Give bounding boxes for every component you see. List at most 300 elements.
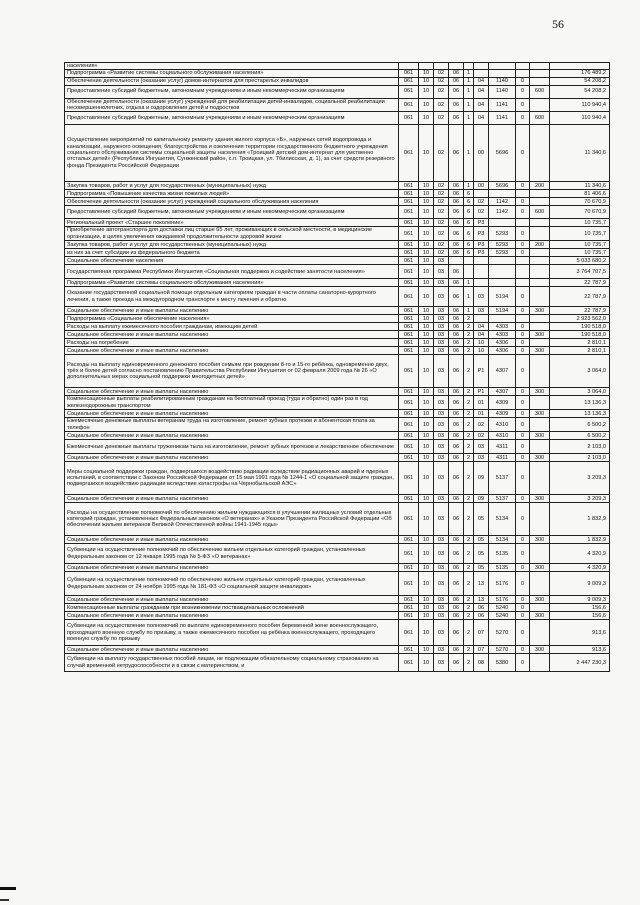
row-amount: 70 670,9	[550, 206, 610, 219]
section-code: 10	[419, 388, 434, 396]
section-code: 10	[419, 265, 434, 279]
ved-code: 061	[399, 564, 419, 572]
table-row	[65, 440, 610, 454]
row-name: Компенсационные выплаты реабилитированным гражданам на бесплатный проезд (туда и обратно) один раз в год железнодорожным транспортом	[65, 396, 399, 410]
subprogram-code: 1	[464, 279, 474, 287]
row-name: Расходы на погребение	[65, 339, 399, 347]
expense-type-code: 300	[530, 596, 550, 604]
subprogram-code: 2	[464, 432, 474, 440]
digit-code: 0	[516, 98, 530, 112]
event-code	[474, 265, 489, 279]
ved-code: 061	[399, 440, 419, 454]
event-code: 13	[474, 596, 489, 604]
subsection-code: 02	[434, 198, 449, 206]
ved-code: 061	[399, 307, 419, 315]
digit-code: 0	[516, 612, 530, 620]
direction-code: 5135	[489, 544, 516, 564]
section-code: 10	[419, 462, 434, 495]
section-code: 10	[419, 410, 434, 418]
digit-code: 0	[516, 654, 530, 672]
section-code: 10	[419, 85, 434, 98]
digit-code: 0	[516, 227, 530, 241]
row-amount: 3 209,3	[550, 462, 610, 495]
subprogram-code: 1	[464, 307, 474, 315]
digit-code: 0	[516, 604, 530, 612]
program-code: 06	[449, 388, 464, 396]
row-name: Социальное обеспечение и иные выплаты населению	[65, 307, 399, 315]
expense-type-code: 300	[530, 410, 550, 418]
row-amount: 2 810,1	[550, 339, 610, 347]
digit-code: 0	[516, 339, 530, 347]
subprogram-code: 2	[464, 596, 474, 604]
ved-code: 061	[399, 503, 419, 536]
subprogram-code: 6	[464, 227, 474, 241]
event-code: 03	[474, 440, 489, 454]
digit-code: 0	[516, 206, 530, 219]
digit-code: 0	[516, 596, 530, 604]
ved-code: 061	[399, 604, 419, 612]
program-code: 06	[449, 125, 464, 182]
expense-type-code	[530, 279, 550, 287]
subprogram-code	[464, 63, 474, 70]
subsection-code: 03	[434, 307, 449, 315]
ved-code: 061	[399, 182, 419, 190]
subprogram-code: 1	[464, 287, 474, 307]
digit-code: 0	[516, 454, 530, 462]
row-name: Социальное обеспечение и иные выплаты населению	[65, 432, 399, 440]
event-code: 06	[474, 604, 489, 612]
direction-code	[489, 265, 516, 279]
row-amount: 913,6	[550, 646, 610, 654]
section-code: 10	[419, 241, 434, 249]
section-code: 10	[419, 440, 434, 454]
section-code: 10	[419, 418, 434, 432]
subprogram-code: 6	[464, 249, 474, 257]
program-code: 06	[449, 564, 464, 572]
expense-type-code: 300	[530, 536, 550, 544]
direction-code	[489, 279, 516, 287]
subprogram-code: 2	[464, 604, 474, 612]
event-code: P3	[474, 241, 489, 249]
digit-code: 0	[516, 112, 530, 125]
digit-code: 0	[516, 85, 530, 98]
section-code	[419, 63, 434, 70]
row-name: из них за счет субсидии из федерального бюджета	[65, 249, 399, 257]
expense-type-code	[530, 604, 550, 612]
digit-code	[516, 279, 530, 287]
subprogram-code: 2	[464, 396, 474, 410]
row-amount: 4 320,9	[550, 544, 610, 564]
table-row	[65, 462, 610, 495]
program-code: 06	[449, 265, 464, 279]
subsection-code: 03	[434, 612, 449, 620]
subsection-code: 03	[434, 604, 449, 612]
direction-code: 4307	[489, 388, 516, 396]
event-code: 01	[474, 396, 489, 410]
direction-code: 4303	[489, 331, 516, 339]
subsection-code: 03	[434, 347, 449, 355]
event-code: 02	[474, 206, 489, 219]
ved-code: 061	[399, 388, 419, 396]
ved-code: 061	[399, 323, 419, 331]
subsection-code: 03	[434, 564, 449, 572]
subsection-code: 03	[434, 287, 449, 307]
row-amount: 54 208,2	[550, 85, 610, 98]
table-row	[65, 227, 610, 241]
subprogram-code: 2	[464, 654, 474, 672]
ved-code: 061	[399, 77, 419, 85]
direction-code: 5194	[489, 287, 516, 307]
direction-code	[489, 63, 516, 70]
row-amount: 10 735,7	[550, 227, 610, 241]
event-code: 05	[474, 503, 489, 536]
expense-type-code	[530, 77, 550, 85]
budget-table	[64, 62, 610, 672]
expense-type-code: 200	[530, 241, 550, 249]
expense-type-code	[530, 287, 550, 307]
row-amount: 22 787,9	[550, 287, 610, 307]
ved-code: 061	[399, 98, 419, 112]
row-name: Закупка товаров, работ и услуг для государственных (муниципальных) нужд	[65, 182, 399, 190]
row-amount: 2 103,0	[550, 440, 610, 454]
program-code: 06	[449, 347, 464, 355]
expense-type-code	[530, 544, 550, 564]
ved-code: 061	[399, 536, 419, 544]
event-code: 09	[474, 495, 489, 503]
row-name: Региональный проект «Старшее поколение»	[65, 219, 399, 227]
row-name: Подпрограмма «Развитие системы социального обслуживания населения»	[65, 70, 399, 77]
table-row	[65, 572, 610, 596]
event-code: 05	[474, 564, 489, 572]
digit-code: 0	[516, 331, 530, 339]
event-code: 06	[474, 612, 489, 620]
event-code	[474, 63, 489, 70]
row-name: Меры социальной поддержки граждан, подвергшихся воздействию радиации вследствие радиационных аварий и ядерных испытаний, в соответствии с Законом Российской Федерации от 15 мая 1991 года № 1244-1 «О социальной защите граждан, подвергшихся воздействию радиации вследствие катастрофы на Чернобыльской АЭС»	[65, 462, 399, 495]
program-code: 06	[449, 654, 464, 672]
subprogram-code: 1	[464, 85, 474, 98]
section-code: 10	[419, 70, 434, 77]
row-name: Подпрограмма «Развитие системы социального обслуживания населения»	[65, 279, 399, 287]
row-amount: 3 064,0	[550, 388, 610, 396]
section-code: 10	[419, 604, 434, 612]
row-amount: 1 832,9	[550, 536, 610, 544]
row-amount: 156,6	[550, 612, 610, 620]
program-code: 06	[449, 98, 464, 112]
section-code: 10	[419, 620, 434, 646]
section-code: 10	[419, 307, 434, 315]
expense-type-code	[530, 227, 550, 241]
expense-type-code	[530, 323, 550, 331]
table-row	[65, 125, 610, 182]
event-code: P3	[474, 219, 489, 227]
row-amount: 5 033 680,2	[550, 257, 610, 265]
table-row	[65, 564, 610, 572]
event-code: 00	[474, 182, 489, 190]
digit-code: 0	[516, 388, 530, 396]
event-code: 02	[474, 198, 489, 206]
program-code: 06	[449, 249, 464, 257]
ved-code: 061	[399, 206, 419, 219]
digit-code: 0	[516, 440, 530, 454]
row-name: Субвенции на выплату государственных пособий лицам, не подлежащим обязательному социальному страхованию на случай временной нетрудоспособности и в связи с материнством, и	[65, 654, 399, 672]
row-name: Оказание государственной социальной помощи отдельным категориям граждан в части оплаты санаторно-курортного лечения, а также проезда на междугородном транспорте к месту лечения и обратно	[65, 287, 399, 307]
direction-code: 4306	[489, 347, 516, 355]
event-code: 03	[474, 454, 489, 462]
direction-code: 5134	[489, 536, 516, 544]
direction-code: 4311	[489, 440, 516, 454]
program-code: 06	[449, 604, 464, 612]
event-code: 04	[474, 85, 489, 98]
digit-code: 0	[516, 287, 530, 307]
expense-type-code	[530, 70, 550, 77]
subprogram-code: 1	[464, 77, 474, 85]
program-code: 06	[449, 70, 464, 77]
subprogram-code: 2	[464, 410, 474, 418]
row-name: Социальное обеспечение и иные выплаты населению	[65, 536, 399, 544]
ved-code	[399, 63, 419, 70]
row-amount: 2 447 230,3	[550, 654, 610, 672]
ved-code: 061	[399, 112, 419, 125]
row-amount: 190 518,0	[550, 331, 610, 339]
table-row	[65, 249, 610, 257]
row-name: Осуществление мероприятий по капитальному ремонту здания жилого корпуса «Б», наружных сетей водопровода и канализации, наружного освещения, благоустройства и озеленения территории государственного бюджетного учреждения социального обслуживания системы социальной защиты населения «Троицкий детский дом-интернат для умственно отсталых детей» (Республика Ингушетия, Сунженский район, с.п. Троицкая, ул. Тбилисская, д. 1), за счет средств резервного фонда Президента Российской Федерации	[65, 125, 399, 182]
ved-code: 061	[399, 396, 419, 410]
row-name: Обеспечение деятельности (оказание услуг) учреждений для реабилитации детей-инвалидов, социальной реабилитации несовершеннолетних, отдыха и оздоровления детей и подростков	[65, 98, 399, 112]
expense-type-code	[530, 396, 550, 410]
expense-type-code	[530, 418, 550, 432]
section-code: 10	[419, 339, 434, 347]
program-code: 06	[449, 503, 464, 536]
program-code: 06	[449, 198, 464, 206]
subsection-code: 03	[434, 388, 449, 396]
subsection-code: 02	[434, 182, 449, 190]
row-amount: 110 940,4	[550, 98, 610, 112]
program-code: 06	[449, 544, 464, 564]
digit-code: 0	[516, 241, 530, 249]
direction-code	[489, 219, 516, 227]
row-name: Расходы на выплату единовременного денежного пособия семьям при рождении 8-го и 15-го ребёнка, одновременно двух, трёх и более детей согласно постановлению Правительства Республики Ингушетия от 02 февраля 2009 года № 26 «О дополнительных мерах социальной поддержки многодетных детей»	[65, 355, 399, 388]
subsection-code: 03	[434, 495, 449, 503]
row-amount: 22 787,9	[550, 307, 610, 315]
digit-code	[516, 257, 530, 265]
direction-code: 1141	[489, 98, 516, 112]
subprogram-code: 2	[464, 347, 474, 355]
row-name: Социальное обеспечение и иные выплаты населению	[65, 596, 399, 604]
scan-artifact	[0, 899, 9, 901]
event-code: 04	[474, 331, 489, 339]
row-amount: 176 489,2	[550, 70, 610, 77]
expense-type-code: 200	[530, 182, 550, 190]
subprogram-code	[464, 257, 474, 265]
subprogram-code: 1	[464, 98, 474, 112]
digit-code: 0	[516, 564, 530, 572]
event-code: 02	[474, 432, 489, 440]
table-row	[65, 432, 610, 440]
event-code: 01	[474, 410, 489, 418]
subsection-code: 03	[434, 462, 449, 495]
digit-code	[516, 63, 530, 70]
ved-code: 061	[399, 432, 419, 440]
section-code: 10	[419, 125, 434, 182]
row-name: Социальное обеспечение и иные выплаты населению	[65, 347, 399, 355]
event-code: 09	[474, 462, 489, 495]
digit-code: 0	[516, 323, 530, 331]
ved-code: 061	[399, 198, 419, 206]
direction-code: 5293	[489, 249, 516, 257]
row-name: Компенсационные выплаты гражданам при возникновении поствакцинальных осложнений	[65, 604, 399, 612]
section-code: 10	[419, 77, 434, 85]
expense-type-code	[530, 339, 550, 347]
section-code: 10	[419, 279, 434, 287]
section-code: 10	[419, 454, 434, 462]
expense-type-code: 600	[530, 112, 550, 125]
row-name: Предоставление субсидий бюджетным, автономным учреждениям и иным некоммерческим организациям	[65, 112, 399, 125]
row-name: Подпрограмма «Повышение качества жизни пожилых людей»	[65, 190, 399, 198]
direction-code: 5194	[489, 307, 516, 315]
section-code: 10	[419, 227, 434, 241]
digit-code: 0	[516, 347, 530, 355]
event-code: 08	[474, 654, 489, 672]
digit-code: 0	[516, 182, 530, 190]
ved-code: 061	[399, 544, 419, 564]
ved-code: 061	[399, 596, 419, 604]
table-row	[65, 620, 610, 646]
section-code: 10	[419, 503, 434, 536]
subsection-code: 03	[434, 646, 449, 654]
event-code: P3	[474, 227, 489, 241]
row-amount: 54 208,2	[550, 77, 610, 85]
table-row	[65, 98, 610, 112]
subsection-code: 03	[434, 339, 449, 347]
subprogram-code: 2	[464, 388, 474, 396]
direction-code: 5270	[489, 620, 516, 646]
row-name: Социальное обеспечение населения	[65, 257, 399, 265]
direction-code	[489, 315, 516, 323]
subsection-code: 03	[434, 355, 449, 388]
direction-code: 4307	[489, 355, 516, 388]
direction-code: 5134	[489, 503, 516, 536]
digit-code: 0	[516, 418, 530, 432]
table-row	[65, 63, 610, 70]
program-code: 06	[449, 396, 464, 410]
expense-type-code: 300	[530, 331, 550, 339]
program-code: 06	[449, 620, 464, 646]
program-code	[449, 257, 464, 265]
expense-type-code: 300	[530, 388, 550, 396]
subsection-code: 02	[434, 77, 449, 85]
digit-code: 0	[516, 198, 530, 206]
ved-code: 061	[399, 355, 419, 388]
subsection-code: 03	[434, 536, 449, 544]
ved-code: 061	[399, 279, 419, 287]
section-code: 10	[419, 495, 434, 503]
section-code: 10	[419, 190, 434, 198]
table-row	[65, 112, 610, 125]
ved-code: 061	[399, 646, 419, 654]
row-amount: 6 500,2	[550, 418, 610, 432]
ved-code: 061	[399, 339, 419, 347]
direction-code: 5696	[489, 125, 516, 182]
program-code: 06	[449, 85, 464, 98]
expense-type-code	[530, 219, 550, 227]
subprogram-code: 2	[464, 564, 474, 572]
subsection-code: 02	[434, 112, 449, 125]
table-row	[65, 323, 610, 331]
subsection-code: 02	[434, 249, 449, 257]
subsection-code: 03	[434, 654, 449, 672]
ved-code: 061	[399, 572, 419, 596]
ved-code: 061	[399, 257, 419, 265]
subsection-code: 03	[434, 418, 449, 432]
subprogram-code: 2	[464, 339, 474, 347]
program-code: 06	[449, 462, 464, 495]
subprogram-code: 2	[464, 620, 474, 646]
row-amount: 9 009,3	[550, 596, 610, 604]
row-amount: 9 009,3	[550, 572, 610, 596]
ved-code: 061	[399, 241, 419, 249]
expense-type-code: 300	[530, 495, 550, 503]
table-row	[65, 503, 610, 536]
row-amount: 190 518,0	[550, 323, 610, 331]
table-row	[65, 604, 610, 612]
row-name: Социальное обеспечение и иные выплаты населению	[65, 646, 399, 654]
row-name: Обеспечение деятельности (оказание услуг) домов-интернатов для престарелых инвалидов	[65, 77, 399, 85]
event-code: 04	[474, 323, 489, 331]
table-row	[65, 536, 610, 544]
program-code: 06	[449, 454, 464, 462]
row-name: Предоставление субсидий бюджетным, автономным учреждениям и иным некоммерческим организациям	[65, 206, 399, 219]
row-name: Социальное обеспечение и иные выплаты населению	[65, 454, 399, 462]
direction-code	[489, 70, 516, 77]
subsection-code: 03	[434, 279, 449, 287]
subsection-code: 03	[434, 440, 449, 454]
subsection-code: 02	[434, 70, 449, 77]
row-name: Обеспечение деятельности (оказание услуг) учреждений социального обслуживания населения	[65, 198, 399, 206]
direction-code	[489, 190, 516, 198]
direction-code: 4311	[489, 454, 516, 462]
row-amount	[550, 63, 610, 70]
section-code: 10	[419, 544, 434, 564]
direction-code: 4309	[489, 396, 516, 410]
ved-code: 061	[399, 462, 419, 495]
row-amount: 110 940,4	[550, 112, 610, 125]
table-row	[65, 347, 610, 355]
ved-code: 061	[399, 190, 419, 198]
program-code: 06	[449, 418, 464, 432]
subsection-code	[434, 63, 449, 70]
ved-code: 061	[399, 620, 419, 646]
subprogram-code: 6	[464, 241, 474, 249]
section-code: 10	[419, 315, 434, 323]
expense-type-code	[530, 190, 550, 198]
digit-code: 0	[516, 396, 530, 410]
ved-code: 061	[399, 418, 419, 432]
digit-code: 0	[516, 544, 530, 564]
event-code: 10	[474, 339, 489, 347]
direction-code: 1142	[489, 198, 516, 206]
program-code: 06	[449, 596, 464, 604]
direction-code	[489, 257, 516, 265]
subsection-code: 02	[434, 241, 449, 249]
section-code: 10	[419, 612, 434, 620]
subprogram-code: 2	[464, 454, 474, 462]
expense-type-code	[530, 620, 550, 646]
direction-code: 5380	[489, 654, 516, 672]
row-amount: 22 787,9	[550, 279, 610, 287]
digit-code: 0	[516, 307, 530, 315]
ved-code: 061	[399, 495, 419, 503]
direction-code: 5696	[489, 182, 516, 190]
